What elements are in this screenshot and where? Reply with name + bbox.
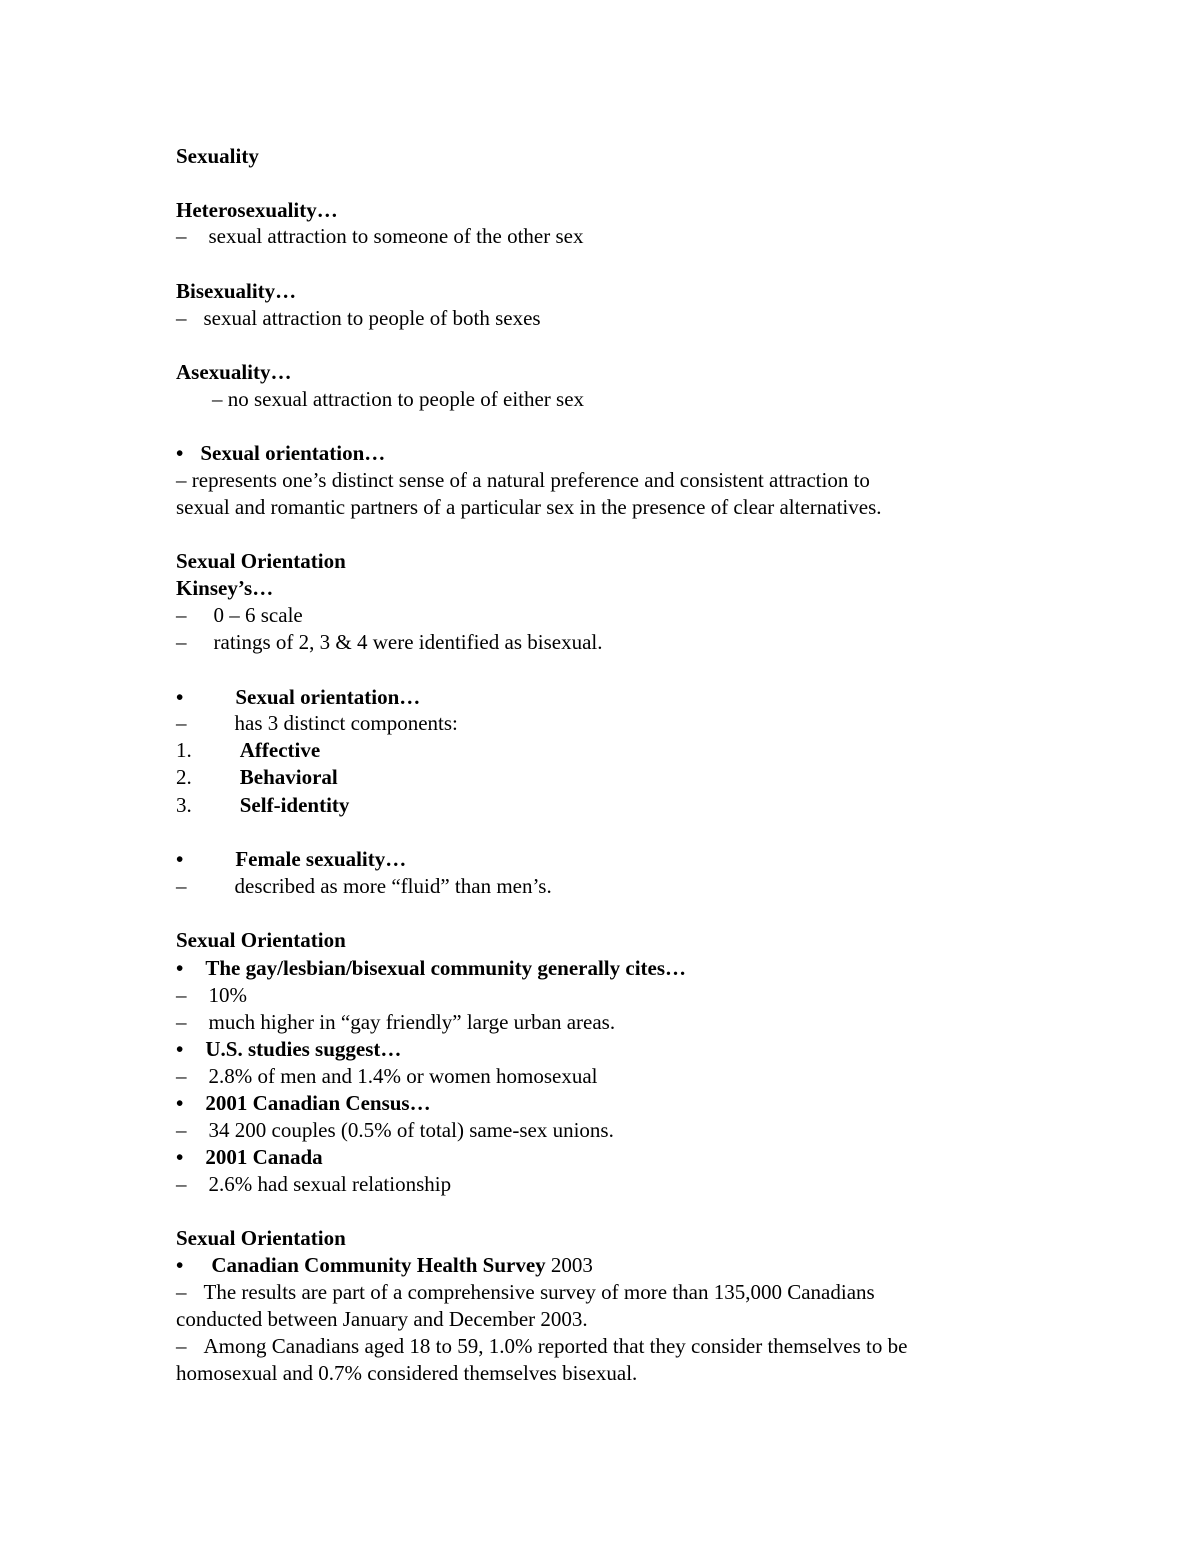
dash: – [176, 1334, 187, 1358]
heading-us-studies [176, 1036, 401, 1063]
kinsey-item-1 [176, 602, 303, 629]
heading-bisexuality: Bisexuality… [176, 279, 297, 303]
component-affective [176, 737, 320, 764]
definition-text: no sexual attraction to people of either sex [227, 387, 585, 411]
heading-2001-canadian-census [176, 1090, 431, 1117]
component-text: Affective [239, 738, 321, 762]
list-number: 1. [176, 738, 192, 762]
definition-bisexuality [176, 305, 541, 332]
dash: – [176, 1118, 187, 1142]
cchs-item-2-line-2: homosexual and 0.7% considered themselves bisexual. [176, 1361, 638, 1385]
glb-item-2 [176, 1009, 615, 1036]
sexual-orientation-components-intro [176, 710, 458, 737]
list-number: 2. [176, 765, 192, 789]
bullet: • [176, 1253, 184, 1277]
item-text: 0 – 6 scale [213, 603, 303, 627]
bullet: • [176, 685, 184, 709]
component-self-identity [176, 792, 349, 819]
dash: – [176, 1280, 187, 1304]
heading-text: Sexual orientation… [200, 441, 386, 465]
kinsey-item-2 [176, 629, 602, 656]
definition-sexual-orientation-line-2: sexual and romantic partners of a particular sex in the presence of clear alternatives. [176, 495, 882, 519]
component-behavioral [176, 764, 338, 791]
heading-text: Female sexuality… [235, 847, 407, 871]
bullet: • [176, 1037, 184, 1061]
glb-item-1 [176, 982, 247, 1009]
bullet: • [176, 1091, 184, 1115]
heading-text: Canadian Community Health Survey [211, 1253, 546, 1277]
heading-kinsey: Kinsey’s… [176, 576, 274, 600]
census-item-1 [176, 1117, 614, 1144]
us-studies-item-1 [176, 1063, 598, 1090]
heading-cchs [176, 1252, 593, 1279]
item-text: 10% [208, 983, 247, 1007]
definition-asexuality [212, 386, 584, 413]
bullet: • [176, 441, 184, 465]
list-number: 3. [176, 793, 192, 817]
item-text: much higher in “gay friendly” large urban areas. [208, 1010, 616, 1034]
heading-year: 2003 [550, 1253, 593, 1277]
heading-sexual-orientation-2 [176, 684, 420, 711]
dash: – [176, 306, 187, 330]
dash: – [212, 387, 223, 411]
heading-sexual-orientation-1 [176, 440, 385, 467]
heading-asexuality: Asexuality… [176, 360, 292, 384]
item-text: Among Canadians aged 18 to 59, 1.0% reported that they consider themselves to be [203, 1334, 908, 1358]
item-text: The results are part of a comprehensive survey of more than 135,000 Canadians [203, 1280, 875, 1304]
heading-text: 2001 Canadian Census… [205, 1091, 431, 1115]
component-text: Behavioral [239, 765, 338, 789]
heading-text: 2001 Canada [205, 1145, 323, 1169]
cchs-item-1-line-1 [176, 1279, 875, 1306]
heading-text: U.S. studies suggest… [205, 1037, 402, 1061]
canada-item-1 [176, 1171, 451, 1198]
dash: – [176, 630, 187, 654]
cchs-item-2-line-1 [176, 1333, 907, 1360]
definition-text: represents one’s distinct sense of a natural preference and consistent attraction to [191, 468, 870, 492]
section-heading-sexual-orientation-3: Sexual Orientation [176, 1226, 346, 1250]
dash: – [176, 711, 187, 735]
definition-female-sexuality [176, 873, 552, 900]
definition-sexual-orientation-line-1 [176, 467, 870, 494]
dash: – [176, 1064, 187, 1088]
item-text: 2.8% of men and 1.4% or women homosexual [208, 1064, 598, 1088]
dash: – [176, 603, 187, 627]
heading-glb-community [176, 955, 686, 982]
heading-text: Sexual orientation… [235, 685, 421, 709]
dash: – [176, 874, 187, 898]
heading-heterosexuality: Heterosexuality… [176, 198, 338, 222]
heading-2001-canada [176, 1144, 323, 1171]
bullet: • [176, 1145, 184, 1169]
dash: – [176, 983, 187, 1007]
cchs-item-1-line-2: conducted between January and December 2003. [176, 1307, 588, 1331]
dash: – [176, 468, 187, 492]
bullet: • [176, 956, 184, 980]
doc-title: Sexuality [176, 144, 259, 168]
dash: – [176, 224, 187, 248]
item-text: ratings of 2, 3 & 4 were identified as bisexual. [213, 630, 603, 654]
item-text: has 3 distinct components: [234, 711, 458, 735]
definition-heterosexuality [176, 223, 583, 250]
component-text: Self-identity [239, 793, 350, 817]
dash: – [176, 1172, 187, 1196]
item-text: 34 200 couples (0.5% of total) same-sex unions. [208, 1118, 614, 1142]
heading-female-sexuality [176, 846, 406, 873]
section-heading-sexual-orientation-2: Sexual Orientation [176, 928, 346, 952]
definition-text: sexual attraction to someone of the other sex [208, 224, 584, 248]
section-heading-sexual-orientation-1: Sexual Orientation [176, 549, 346, 573]
heading-text: The gay/lesbian/bisexual community generally cites… [205, 956, 687, 980]
dash: – [176, 1010, 187, 1034]
item-text: 2.6% had sexual relationship [208, 1172, 452, 1196]
item-text: described as more “fluid” than men’s. [234, 874, 552, 898]
definition-text: sexual attraction to people of both sexes [203, 306, 541, 330]
bullet: • [176, 847, 184, 871]
